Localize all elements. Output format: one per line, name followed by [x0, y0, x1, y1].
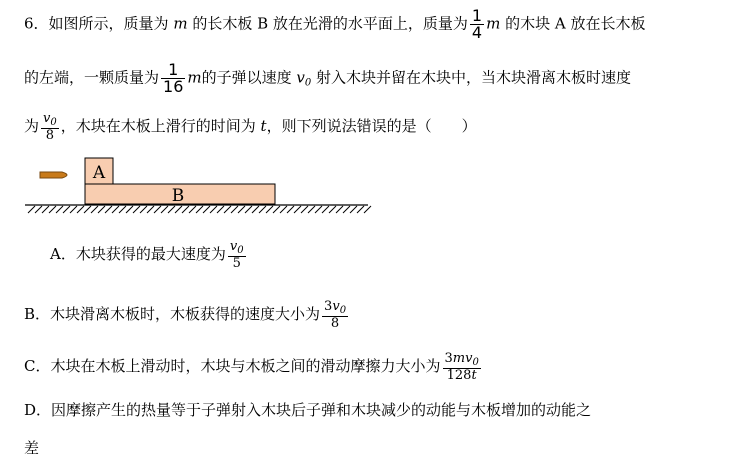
option-d-label: D． — [24, 401, 52, 419]
option-d[interactable] — [24, 400, 591, 420]
stem-text: 射入木块并留在木块中，当木块滑离木板时速度 — [311, 68, 632, 87]
fraction-3mv0-over-128t: $\frac{3mv_0}{128t}$ — [444, 351, 479, 383]
hatch-line — [329, 206, 336, 213]
question-line-2: 的左端，一颗质量为 $\frac{1}{16}$ m的子弹以速度 $v_0$ 射入木块并留在木块中，当木块滑离木板时速度 — [24, 60, 632, 96]
question-number: 6． — [24, 14, 49, 33]
option-a-text: 木块获得的最大速度为 — [75, 245, 226, 263]
stem-text: 如图所示，质量为 — [48, 14, 174, 33]
hatch-line — [203, 206, 210, 213]
stem-text: ，则下列说法错误的是（ ） — [266, 117, 477, 135]
hatch-line — [70, 206, 77, 213]
hatch-line — [196, 206, 203, 213]
fraction-one-quarter: $\frac{1}{4}$ — [471, 6, 483, 42]
hatch-line — [84, 206, 91, 213]
hatch-line — [49, 206, 56, 213]
hatch-line — [357, 206, 364, 213]
fraction-v0-over-8: $\frac{v_0}{8}$ — [43, 111, 57, 143]
hatch-line — [280, 206, 287, 213]
stem-text: 的长木板 B 放在光滑的水平面上，质量为 — [187, 14, 468, 33]
hatch-line — [42, 206, 49, 213]
mass-symbol: m — [173, 14, 188, 33]
hatch-line — [287, 206, 294, 213]
stem-text: 为 — [24, 117, 40, 135]
hatch-line — [322, 206, 329, 213]
mass-symbol: m — [187, 68, 202, 87]
option-a[interactable] — [50, 240, 248, 270]
hatch-line — [238, 206, 245, 213]
hatch-line — [175, 206, 182, 213]
hatch-line — [315, 206, 322, 213]
option-a-label: A． — [50, 245, 76, 263]
option-b[interactable] — [24, 300, 350, 330]
option-c-text: 木块在木板上滑动时，木块与木板之间的滑动摩擦力大小为 — [50, 357, 441, 375]
option-c-label: C． — [24, 357, 51, 375]
stem-text: 的木块 A 放在长木板 — [500, 14, 646, 33]
hatch-line — [217, 206, 224, 213]
board-b-label: B — [171, 186, 185, 206]
ground-hatching — [28, 206, 371, 213]
hatch-line — [91, 206, 98, 213]
option-d-text-2: 差 — [24, 439, 40, 457]
hatch-line — [301, 206, 308, 213]
option-c[interactable] — [24, 352, 483, 382]
question-line-1 — [24, 8, 645, 41]
time-symbol: t — [260, 117, 267, 135]
hatch-line — [350, 206, 357, 213]
hatch-line — [168, 206, 175, 213]
option-d-text: 因摩擦产生的热量等于子弹射入木块后子弹和木块减少的动能与木板增加的动能之 — [51, 401, 592, 419]
hatch-line — [63, 206, 70, 213]
option-d-continued — [24, 438, 39, 458]
hatch-line — [273, 206, 280, 213]
hatch-line — [28, 206, 35, 213]
question-line-3 — [24, 112, 477, 142]
hatch-line — [308, 206, 315, 213]
hatch-line — [154, 206, 161, 213]
hatch-line — [140, 206, 147, 213]
hatch-line — [224, 206, 231, 213]
hatch-line — [105, 206, 112, 213]
stem-text: 的子弹以速度 — [201, 68, 297, 87]
mass-symbol: m — [486, 14, 501, 33]
hatch-line — [35, 206, 42, 213]
hatch-line — [266, 206, 273, 213]
stem-text: 的左端，一颗质量为 — [24, 68, 160, 87]
hatch-line — [259, 206, 266, 213]
fraction-3v0-over-8: $\frac{3v_0}{8}$ — [324, 299, 347, 331]
hatch-line — [112, 206, 119, 213]
fraction-v0-over-5: $\frac{v_0}{5}$ — [229, 239, 244, 271]
block-a-label: A — [92, 163, 106, 183]
hatch-line — [182, 206, 189, 213]
hatch-line — [119, 206, 126, 213]
hatch-line — [126, 206, 133, 213]
option-b-label: B． — [24, 305, 51, 323]
hatch-line — [161, 206, 168, 213]
option-b-text: 木块滑离木板时，木板获得的速度大小为 — [50, 305, 321, 323]
hatch-line — [343, 206, 350, 213]
hatch-line — [210, 206, 217, 213]
hatch-line — [252, 206, 259, 213]
hatch-line — [231, 206, 238, 213]
hatch-line — [336, 206, 343, 213]
hatch-line — [133, 206, 140, 213]
hatch-line — [98, 206, 105, 213]
hatch-line — [364, 206, 371, 213]
hatch-line — [245, 206, 252, 213]
hatch-line — [56, 206, 63, 213]
hatch-line — [294, 206, 301, 213]
velocity-symbol: v — [296, 68, 305, 87]
hatch-line — [147, 206, 154, 213]
hatch-line — [77, 206, 84, 213]
stem-text: ，木块在木板上滑行的时间为 — [60, 117, 261, 135]
physics-figure — [20, 150, 380, 225]
fraction-one-sixteenth: $\frac{1}{16}$ — [163, 60, 184, 96]
hatch-line — [189, 206, 196, 213]
bullet-icon — [40, 172, 67, 178]
